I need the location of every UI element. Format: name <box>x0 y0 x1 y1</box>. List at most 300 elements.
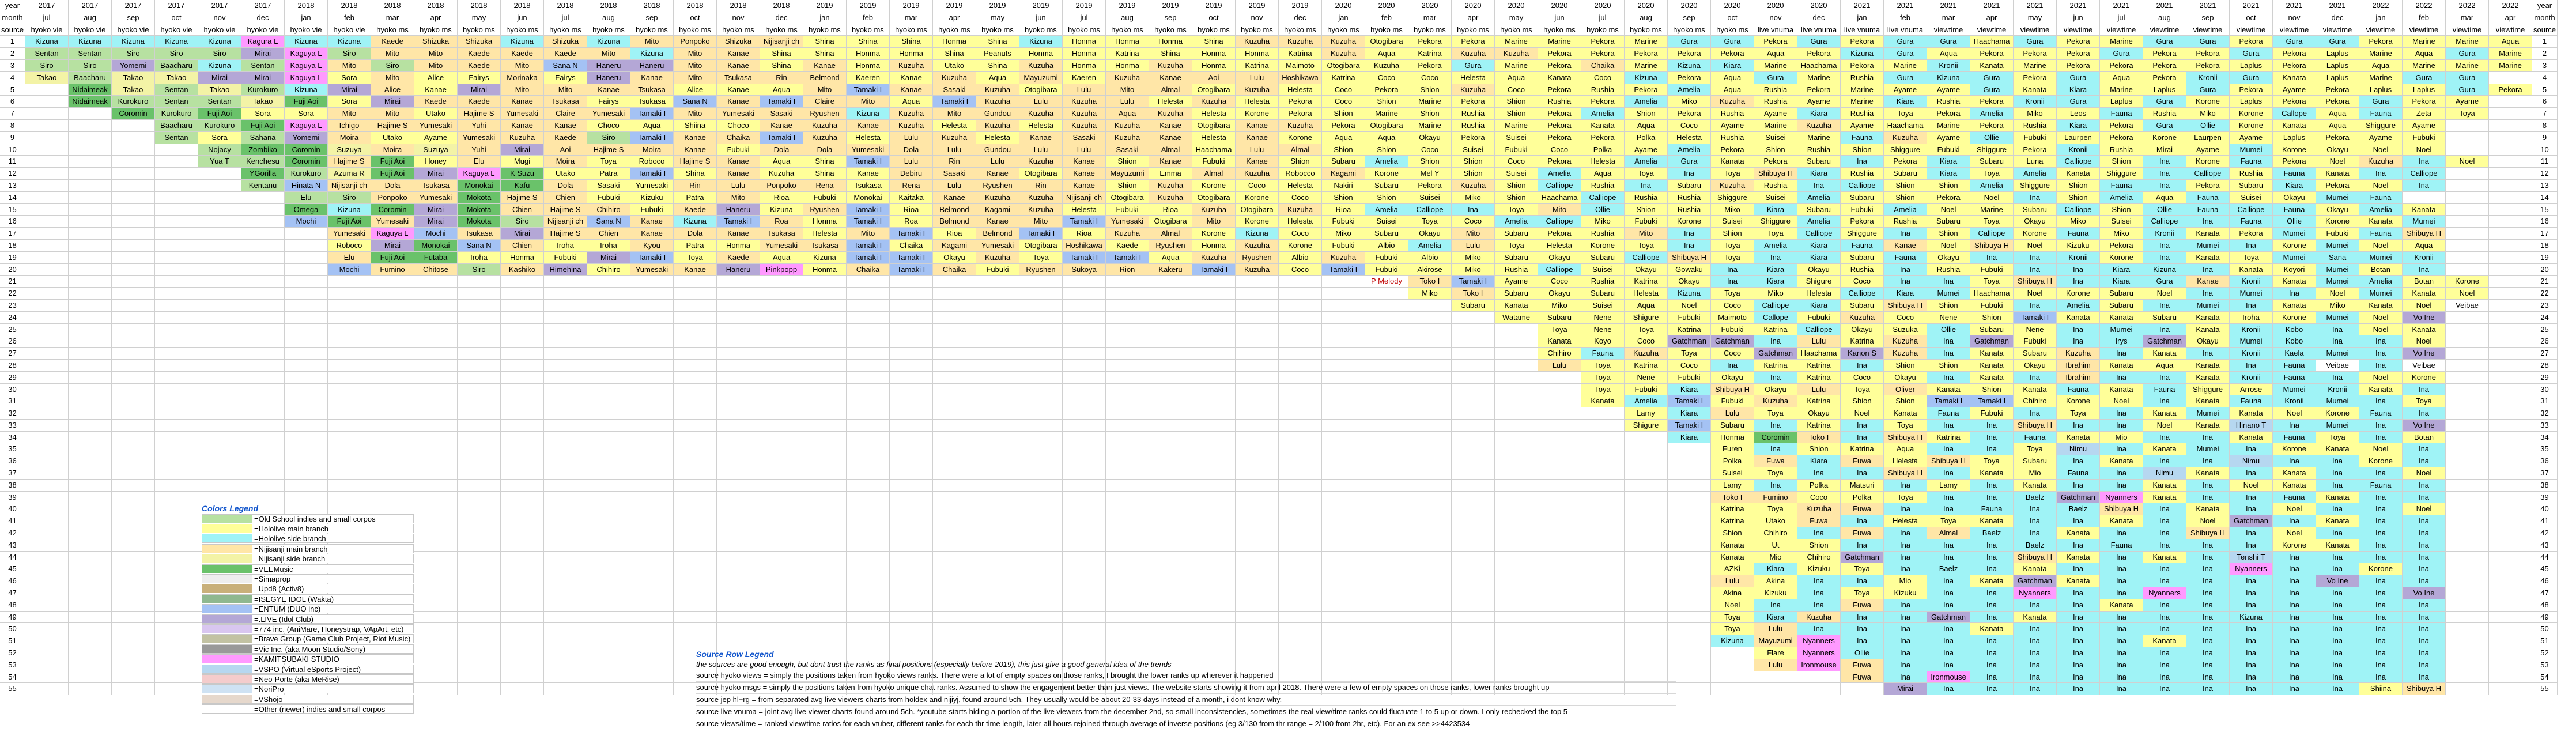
header-year-cell[interactable]: 2019 <box>1106 0 1149 12</box>
header-year-cell[interactable]: 2019 <box>847 0 890 12</box>
rank-cell[interactable]: Coromin <box>1754 432 1797 444</box>
rank-cell[interactable]: Kanae <box>1063 156 1106 168</box>
rank-cell[interactable] <box>25 348 69 360</box>
rank-cell[interactable]: Ina <box>2057 563 2100 575</box>
rank-cell[interactable] <box>674 432 717 444</box>
rank-cell[interactable]: Polka <box>1711 455 1754 467</box>
rank-cell[interactable]: Okayu <box>1668 276 1711 288</box>
rank-cell[interactable] <box>1236 539 1279 552</box>
rank-cell[interactable] <box>112 515 155 527</box>
rank-cell[interactable] <box>544 420 587 432</box>
rank-cell[interactable]: Kizuna <box>1711 635 1754 647</box>
rank-cell[interactable]: Kuzuha <box>501 132 544 144</box>
rank-cell[interactable] <box>1322 623 1365 635</box>
row-number[interactable]: 50 <box>2532 623 2558 635</box>
rank-cell[interactable] <box>1063 515 1106 527</box>
rank-cell[interactable]: Rushia <box>1625 192 1668 204</box>
rank-cell[interactable]: Ina <box>1841 575 1884 587</box>
row-number[interactable]: 4 <box>2532 72 2558 84</box>
rank-cell[interactable]: Pekora <box>2273 60 2316 72</box>
rank-cell[interactable] <box>155 228 198 240</box>
rank-cell[interactable]: Sasaki <box>760 108 803 120</box>
rank-cell[interactable]: Ayame <box>1495 276 1538 288</box>
rank-cell[interactable]: Ina <box>2403 455 2446 467</box>
rank-cell[interactable] <box>587 612 630 624</box>
rank-cell[interactable] <box>1106 587 1149 599</box>
rank-cell[interactable] <box>2446 527 2489 539</box>
rank-cell[interactable] <box>587 587 630 599</box>
rank-cell[interactable] <box>414 443 458 455</box>
rank-cell[interactable] <box>1106 300 1149 312</box>
rank-cell[interactable]: Alice <box>674 84 717 96</box>
rank-cell[interactable] <box>25 623 69 635</box>
rank-cell[interactable]: Gura <box>2143 96 2186 108</box>
rank-cell[interactable]: Ina <box>2359 168 2403 180</box>
rank-cell[interactable]: Siro <box>155 48 198 60</box>
rank-cell[interactable] <box>1581 599 1625 612</box>
rank-cell[interactable]: Fuji Aoi <box>285 96 328 108</box>
rank-cell[interactable]: Kiara <box>1754 563 1797 575</box>
rank-cell[interactable] <box>458 335 501 348</box>
rank-cell[interactable]: Kanata <box>1538 72 1581 84</box>
rank-cell[interactable] <box>1365 407 1408 420</box>
rank-cell[interactable]: Kuzuha <box>1063 120 1106 132</box>
rank-cell[interactable]: Ina <box>1884 599 1927 612</box>
rank-cell[interactable]: Ina <box>2143 659 2186 671</box>
rank-cell[interactable]: Ina <box>2143 539 2186 552</box>
rank-cell[interactable] <box>1581 432 1625 444</box>
rank-cell[interactable]: Kiara <box>2100 276 2143 288</box>
rank-cell[interactable] <box>241 252 285 264</box>
header-year-cell[interactable]: 2019 <box>1236 0 1279 12</box>
rank-cell[interactable]: Ina <box>2403 599 2446 612</box>
rank-cell[interactable]: Toya <box>1408 216 1452 228</box>
header-year-cell[interactable]: 2018 <box>501 0 544 12</box>
rank-cell[interactable]: Rushia <box>1841 108 1884 120</box>
rank-cell[interactable]: Pekora <box>1625 48 1668 60</box>
rank-cell[interactable]: Mumei <box>2316 420 2359 432</box>
rank-cell[interactable]: Kanata <box>2100 360 2143 372</box>
rank-cell[interactable]: Rushia <box>1841 168 1884 180</box>
rank-cell[interactable] <box>414 360 458 372</box>
rank-cell[interactable]: Kizuna <box>69 36 112 48</box>
rank-cell[interactable]: Miko <box>1581 216 1625 228</box>
rank-cell[interactable] <box>1149 407 1192 420</box>
rank-cell[interactable]: Rushia <box>1452 108 1495 120</box>
rank-cell[interactable]: Korone <box>1279 240 1322 252</box>
rank-cell[interactable] <box>587 623 630 635</box>
rank-cell[interactable]: Tamaki I <box>1192 264 1236 276</box>
rank-cell[interactable]: Ina <box>1970 420 2014 432</box>
rank-cell[interactable]: Kanae <box>544 120 587 132</box>
rank-cell[interactable]: Kizuku <box>1797 563 1841 575</box>
rank-cell[interactable]: Kizuna <box>285 84 328 96</box>
rank-cell[interactable]: Mokota <box>458 204 501 216</box>
rank-cell[interactable]: Ina <box>1927 539 1970 552</box>
rank-cell[interactable] <box>241 288 285 300</box>
rank-cell[interactable] <box>976 503 1019 515</box>
rank-cell[interactable] <box>933 480 976 492</box>
rank-cell[interactable]: Shiggure <box>1841 228 1884 240</box>
rank-cell[interactable]: Toya <box>1841 587 1884 599</box>
rank-cell[interactable] <box>198 288 241 300</box>
rank-cell[interactable] <box>328 312 371 324</box>
rank-cell[interactable] <box>155 683 198 695</box>
rank-cell[interactable]: Fubuki <box>1797 312 1841 324</box>
header-month-cell[interactable]: nov <box>2273 12 2316 24</box>
rank-cell[interactable]: Mirai <box>587 252 630 264</box>
row-number[interactable]: 35 <box>0 443 25 455</box>
rank-cell[interactable]: Kuzuha <box>1236 168 1279 180</box>
header-month-cell[interactable]: jul <box>2100 12 2143 24</box>
rank-cell[interactable] <box>933 492 976 504</box>
rank-cell[interactable] <box>241 407 285 420</box>
rank-cell[interactable]: Kanata <box>2014 612 2057 624</box>
rank-cell[interactable] <box>890 480 933 492</box>
rank-cell[interactable] <box>155 455 198 467</box>
rank-cell[interactable] <box>371 480 414 492</box>
rank-cell[interactable]: Lulu <box>1236 144 1279 156</box>
rank-cell[interactable] <box>155 443 198 455</box>
rank-cell[interactable] <box>544 432 587 444</box>
rank-cell[interactable]: Mio <box>2100 432 2143 444</box>
rank-cell[interactable]: Nene <box>1581 324 1625 336</box>
rank-cell[interactable] <box>1322 288 1365 300</box>
header-year-cell[interactable]: 2018 <box>717 0 760 12</box>
rank-cell[interactable] <box>1365 467 1408 480</box>
rank-cell[interactable] <box>501 467 544 480</box>
rank-cell[interactable] <box>1711 659 1754 671</box>
header-month-cell[interactable]: apr <box>1452 12 1495 24</box>
rank-cell[interactable]: Calliope <box>1538 264 1581 276</box>
rank-cell[interactable]: Gura <box>2057 96 2100 108</box>
rank-cell[interactable] <box>155 635 198 647</box>
rank-cell[interactable]: Lulu <box>976 156 1019 168</box>
rank-cell[interactable] <box>328 348 371 360</box>
rank-cell[interactable] <box>544 659 587 671</box>
rank-cell[interactable] <box>155 288 198 300</box>
rank-cell[interactable]: Katrina <box>1106 48 1149 60</box>
rank-cell[interactable] <box>1452 575 1495 587</box>
rank-cell[interactable] <box>1063 372 1106 384</box>
row-number[interactable]: 18 <box>0 240 25 252</box>
rank-cell[interactable]: Kuzuha <box>1149 180 1192 192</box>
rank-cell[interactable]: Kanata <box>2273 300 2316 312</box>
rank-cell[interactable] <box>976 599 1019 612</box>
rank-cell[interactable]: Almal <box>1279 144 1322 156</box>
rank-cell[interactable]: Ina <box>2230 575 2273 587</box>
rank-cell[interactable] <box>198 335 241 348</box>
rank-cell[interactable] <box>285 372 328 384</box>
rank-cell[interactable]: Kuzuha <box>2359 156 2403 168</box>
rank-cell[interactable] <box>112 587 155 599</box>
rank-cell[interactable]: Ina <box>1927 443 1970 455</box>
rank-cell[interactable] <box>717 432 760 444</box>
rank-cell[interactable]: Subaru <box>1365 228 1408 240</box>
rank-cell[interactable] <box>847 635 890 647</box>
rank-cell[interactable]: Kanata <box>2100 312 2143 324</box>
rank-cell[interactable] <box>69 132 112 144</box>
rank-cell[interactable]: Hajime S <box>674 156 717 168</box>
rank-cell[interactable]: Toya <box>1711 168 1754 180</box>
rank-cell[interactable] <box>976 348 1019 360</box>
header-year-cell[interactable]: 2018 <box>630 0 674 12</box>
rank-cell[interactable] <box>630 515 674 527</box>
rank-cell[interactable]: Shiggure <box>1754 216 1797 228</box>
rank-cell[interactable]: Sana N <box>587 216 630 228</box>
rank-cell[interactable] <box>1019 467 1063 480</box>
rank-cell[interactable] <box>544 348 587 360</box>
rank-cell[interactable]: Shion <box>1625 204 1668 216</box>
rank-cell[interactable] <box>1149 480 1192 492</box>
rank-cell[interactable] <box>1106 395 1149 407</box>
rank-cell[interactable] <box>847 348 890 360</box>
rank-cell[interactable]: Fubuki <box>1668 312 1711 324</box>
rank-cell[interactable]: Fubuki <box>717 144 760 156</box>
rank-cell[interactable] <box>1452 407 1495 420</box>
rank-cell[interactable] <box>112 144 155 156</box>
rank-cell[interactable]: Pekora <box>2143 60 2186 72</box>
rank-cell[interactable]: Hajime S <box>544 228 587 240</box>
rank-cell[interactable] <box>198 240 241 252</box>
rank-cell[interactable]: Ina <box>2273 623 2316 635</box>
rank-cell[interactable] <box>501 552 544 564</box>
rank-cell[interactable]: Tamaki I <box>933 96 976 108</box>
rank-cell[interactable]: Honma <box>847 60 890 72</box>
rank-cell[interactable] <box>458 288 501 300</box>
rank-cell[interactable] <box>1106 288 1149 300</box>
rank-cell[interactable]: Kanae <box>630 216 674 228</box>
rank-cell[interactable] <box>1365 335 1408 348</box>
rank-cell[interactable]: Belmond <box>933 204 976 216</box>
rank-cell[interactable] <box>241 216 285 228</box>
rank-cell[interactable]: Kanata <box>1711 156 1754 168</box>
rank-cell[interactable]: Subaru <box>1538 312 1581 324</box>
rank-cell[interactable]: Amelia <box>1970 180 2014 192</box>
rank-cell[interactable]: Toya <box>1495 204 1538 216</box>
rank-cell[interactable]: Gura <box>1970 84 2014 96</box>
row-number[interactable]: 16 <box>0 216 25 228</box>
rank-cell[interactable] <box>803 575 847 587</box>
row-number[interactable]: 54 <box>2532 671 2558 684</box>
rank-cell[interactable]: Shion <box>1495 96 1538 108</box>
rank-cell[interactable]: Almal <box>1149 228 1192 240</box>
rank-cell[interactable] <box>1452 623 1495 635</box>
rank-cell[interactable] <box>25 264 69 276</box>
rank-cell[interactable] <box>1668 587 1711 599</box>
rank-cell[interactable]: Kuzuha <box>1106 132 1149 144</box>
rank-cell[interactable]: Kanata <box>2186 324 2230 336</box>
rank-cell[interactable] <box>328 492 371 504</box>
rank-cell[interactable] <box>847 432 890 444</box>
rank-cell[interactable]: Mumei <box>2359 252 2403 264</box>
rank-cell[interactable]: Kuzuha <box>1192 204 1236 216</box>
rank-cell[interactable]: Toya <box>1625 324 1668 336</box>
rank-cell[interactable] <box>890 288 933 300</box>
rank-cell[interactable]: Ina <box>2230 683 2273 695</box>
header-year-cell[interactable]: 2021 <box>2057 0 2100 12</box>
rank-cell[interactable]: Ina <box>2186 683 2230 695</box>
rank-cell[interactable]: Amelia <box>1797 192 1841 204</box>
header-year-cell[interactable]: 2020 <box>1365 0 1408 12</box>
rank-cell[interactable]: Ina <box>2100 659 2143 671</box>
rank-cell[interactable]: Mumei <box>2186 407 2230 420</box>
rank-cell[interactable] <box>501 443 544 455</box>
header-month-cell[interactable]: sep <box>630 12 674 24</box>
rank-cell[interactable] <box>1408 467 1452 480</box>
rank-cell[interactable]: Honma <box>1063 48 1106 60</box>
rank-cell[interactable] <box>2446 683 2489 695</box>
row-number[interactable]: 46 <box>2532 575 2558 587</box>
rank-cell[interactable] <box>976 384 1019 396</box>
header-year-cell[interactable]: 2021 <box>1884 0 1927 12</box>
rank-cell[interactable]: Pekora <box>1841 60 1884 72</box>
rank-cell[interactable]: Omega <box>285 204 328 216</box>
rank-cell[interactable]: Ina <box>1797 599 1841 612</box>
rank-cell[interactable]: Subaru <box>1884 168 1927 180</box>
rank-cell[interactable] <box>69 599 112 612</box>
rank-cell[interactable]: Toya <box>1970 168 2014 180</box>
rank-cell[interactable] <box>847 480 890 492</box>
rank-cell[interactable]: Ina <box>2316 503 2359 515</box>
rank-cell[interactable]: Kanae <box>1884 240 1927 252</box>
rank-cell[interactable]: Mirai <box>414 216 458 228</box>
rank-cell[interactable]: Yumesaki <box>371 216 414 228</box>
rank-cell[interactable] <box>2489 587 2532 599</box>
header-year-cell[interactable]: 2022 <box>2489 0 2532 12</box>
rank-cell[interactable]: Otogibara <box>1192 120 1236 132</box>
rank-cell[interactable]: Subaru <box>1495 288 1538 300</box>
rank-cell[interactable] <box>717 360 760 372</box>
rank-cell[interactable]: Gura <box>1884 36 1927 48</box>
rank-cell[interactable]: Tamaki I <box>630 168 674 180</box>
rank-cell[interactable]: Ina <box>2273 288 2316 300</box>
rank-cell[interactable] <box>1192 276 1236 288</box>
rank-cell[interactable]: Honma <box>1106 36 1149 48</box>
rank-cell[interactable]: Moira <box>544 156 587 168</box>
header-month-cell[interactable]: jan <box>285 12 328 24</box>
row-number[interactable]: 23 <box>0 300 25 312</box>
rank-cell[interactable]: Ina <box>1927 635 1970 647</box>
rank-cell[interactable] <box>458 599 501 612</box>
rank-cell[interactable] <box>69 348 112 360</box>
rank-cell[interactable]: Lulu <box>717 180 760 192</box>
rank-cell[interactable] <box>1322 384 1365 396</box>
rank-cell[interactable] <box>1279 312 1322 324</box>
rank-cell[interactable] <box>155 372 198 384</box>
rank-cell[interactable] <box>1322 324 1365 336</box>
rank-cell[interactable]: Kaguya L <box>285 48 328 60</box>
rank-cell[interactable] <box>1495 635 1538 647</box>
rank-cell[interactable] <box>501 515 544 527</box>
rank-cell[interactable]: Hinano T <box>2230 420 2273 432</box>
rank-cell[interactable]: Kanae <box>717 228 760 240</box>
rank-cell[interactable]: Sana N <box>544 60 587 72</box>
rank-cell[interactable]: Noel <box>2359 312 2403 324</box>
rank-cell[interactable] <box>1322 467 1365 480</box>
rank-cell[interactable]: Toya <box>1754 228 1797 240</box>
rank-cell[interactable]: Noel <box>2359 443 2403 455</box>
row-number[interactable]: 1 <box>0 36 25 48</box>
rank-cell[interactable] <box>847 407 890 420</box>
rank-cell[interactable]: Elu <box>458 156 501 168</box>
header-source-cell[interactable]: viewtime <box>2273 24 2316 36</box>
rank-cell[interactable]: Korone <box>2273 144 2316 156</box>
rank-cell[interactable] <box>2446 120 2489 132</box>
rank-cell[interactable]: Kanata <box>2100 599 2143 612</box>
rank-cell[interactable] <box>1322 552 1365 564</box>
rank-cell[interactable]: Kuzuha <box>1797 120 1841 132</box>
rank-cell[interactable]: Tamaki I <box>1106 252 1149 264</box>
header-month-cell[interactable]: aug <box>1625 12 1668 24</box>
rank-cell[interactable]: Kanata <box>2316 443 2359 455</box>
rank-cell[interactable]: Vo Ine <box>2316 575 2359 587</box>
rank-cell[interactable]: Ina <box>1754 335 1797 348</box>
rank-cell[interactable]: Kanata <box>1581 395 1625 407</box>
rank-cell[interactable]: Kanata <box>2014 84 2057 96</box>
rank-cell[interactable] <box>69 108 112 120</box>
rank-cell[interactable]: Ina <box>2100 612 2143 624</box>
rank-cell[interactable] <box>155 432 198 444</box>
rank-cell[interactable]: Ina <box>2186 612 2230 624</box>
rank-cell[interactable]: Aqua <box>1322 132 1365 144</box>
rank-cell[interactable]: Kaede <box>544 48 587 60</box>
rank-cell[interactable] <box>674 335 717 348</box>
rank-cell[interactable]: Kurokuro <box>241 84 285 96</box>
rank-cell[interactable]: Shion <box>1495 192 1538 204</box>
rank-cell[interactable]: Mito <box>371 48 414 60</box>
rank-cell[interactable] <box>1625 480 1668 492</box>
rank-cell[interactable]: Maimoto <box>1711 312 1754 324</box>
rank-cell[interactable]: Kuzuha <box>803 132 847 144</box>
rank-cell[interactable] <box>2446 503 2489 515</box>
rank-cell[interactable]: Sentan <box>155 84 198 96</box>
rank-cell[interactable]: Fuwa <box>1754 455 1797 467</box>
rank-cell[interactable] <box>285 492 328 504</box>
rank-cell[interactable]: Toya <box>1754 467 1797 480</box>
rank-cell[interactable] <box>112 204 155 216</box>
rank-cell[interactable] <box>630 443 674 455</box>
rank-cell[interactable] <box>112 539 155 552</box>
rank-cell[interactable]: Kuzuha <box>1884 132 1927 144</box>
row-number[interactable]: 4 <box>0 72 25 84</box>
rank-cell[interactable]: Ina <box>1754 252 1797 264</box>
rank-cell[interactable] <box>1495 420 1538 432</box>
rank-cell[interactable]: Yumesaki <box>630 180 674 192</box>
rank-cell[interactable] <box>1106 623 1149 635</box>
row-number[interactable]: 3 <box>2532 60 2558 72</box>
rank-cell[interactable]: Kuzuha <box>1797 612 1841 624</box>
rank-cell[interactable]: Pekora <box>1797 48 1841 60</box>
rank-cell[interactable]: Miko <box>1452 252 1495 264</box>
rank-cell[interactable] <box>1538 552 1581 564</box>
rank-cell[interactable] <box>544 623 587 635</box>
rank-cell[interactable] <box>674 443 717 455</box>
rank-cell[interactable]: Ollie <box>2186 120 2230 132</box>
rank-cell[interactable]: Rushia <box>1581 276 1625 288</box>
rank-cell[interactable] <box>69 120 112 132</box>
rank-cell[interactable] <box>674 552 717 564</box>
header-year-cell[interactable]: 2018 <box>285 0 328 12</box>
rank-cell[interactable] <box>198 395 241 407</box>
rank-cell[interactable] <box>803 623 847 635</box>
row-number[interactable]: 17 <box>2532 228 2558 240</box>
row-number[interactable]: 47 <box>0 587 25 599</box>
rank-cell[interactable] <box>2489 527 2532 539</box>
rank-cell[interactable]: Mumei <box>2186 443 2230 455</box>
row-number[interactable]: 9 <box>0 132 25 144</box>
rank-cell[interactable]: Otogibara <box>1192 192 1236 204</box>
